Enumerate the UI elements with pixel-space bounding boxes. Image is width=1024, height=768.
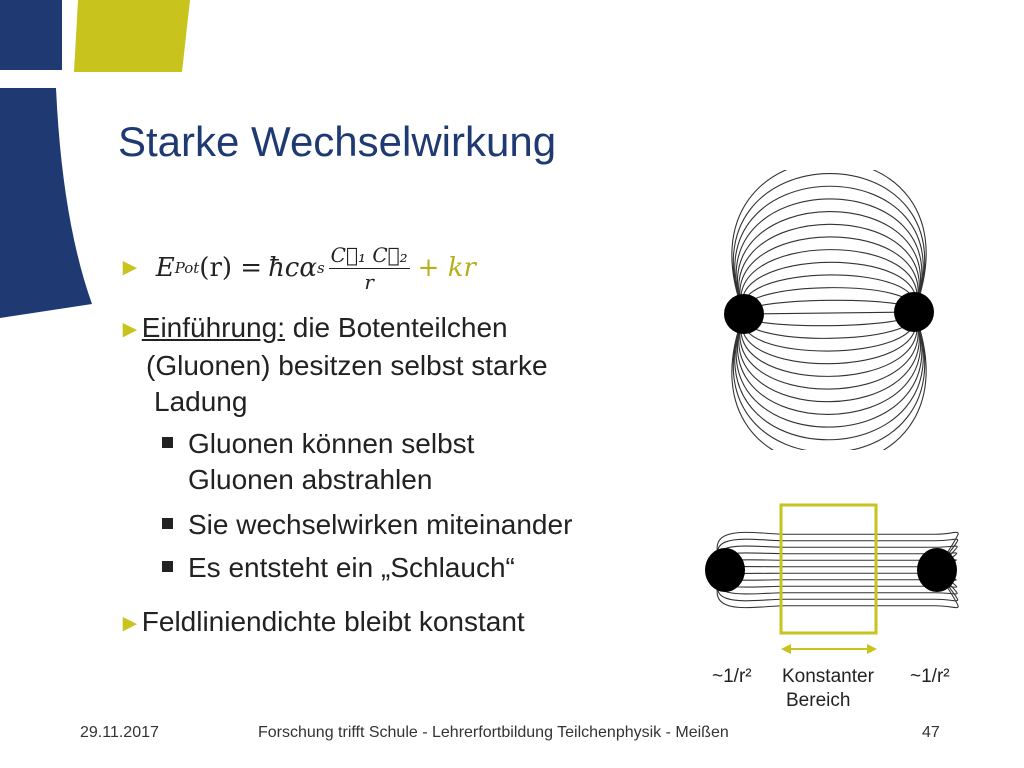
field-line <box>744 312 914 314</box>
formula-numerator: C⃗₁ C⃗₂ <box>330 242 408 267</box>
footer-date: 29.11.2017 <box>80 724 159 741</box>
field-line <box>732 170 926 314</box>
formula-fraction <box>329 243 410 294</box>
square-bullet-icon <box>162 437 173 448</box>
slide-title: Starke Wechselwirkung <box>118 118 557 165</box>
logo-olive-block <box>74 0 190 72</box>
flux-tube-diagram <box>695 495 1024 655</box>
feldliniendichte-text: Feldliniendichte bleibt konstant <box>141 606 525 637</box>
square-bullet-icon <box>162 561 173 572</box>
charge-right <box>917 548 957 592</box>
formula-lhs-sub: Pot <box>174 259 200 277</box>
footer-center: Forschung trifft Schule - Lehrerfortbildung Teilchenphysik - Meißen <box>258 724 729 741</box>
sub-bullet-schlauch: Es entsteht ein „Schlauch“ <box>188 552 515 583</box>
caption-left: ~1/r² <box>712 666 752 687</box>
arrow-head-right-icon <box>867 644 877 654</box>
field-line <box>736 199 922 314</box>
logo-navy-square <box>0 0 62 70</box>
arrow-head-left-icon <box>781 644 791 654</box>
einfuehrung-line2: (Gluonen) besitzen selbst starke <box>146 350 548 381</box>
charge-right <box>894 292 934 332</box>
charge-left <box>705 548 745 592</box>
caption-middle-line2: Bereich <box>786 690 851 711</box>
sub-bullet-wechselwirken: Sie wechselwirken miteinander <box>188 509 573 540</box>
sub-bullet-gluonen-line2: Gluonen abstrahlen <box>188 464 433 495</box>
field-line <box>733 312 924 450</box>
einfuehrung-text: die Botenteilchen <box>284 312 508 343</box>
formula-hbar-c-alpha: ħcα <box>268 253 317 283</box>
footer-page-number: 47 <box>922 724 940 741</box>
sub-bullet-gluonen <box>188 426 474 498</box>
bullet-feldliniendichte <box>118 604 525 642</box>
formula-lhs-arg: (r) = <box>199 253 263 283</box>
caption-right: ~1/r² <box>910 666 950 687</box>
sub-bullet-gluonen-line1: Gluonen können selbst <box>188 428 475 459</box>
potential-formula <box>118 228 476 308</box>
charge-left <box>724 294 764 334</box>
constant-region-box <box>781 505 876 633</box>
bullet-arrow: ► <box>118 254 142 281</box>
square-bullet-icon <box>162 518 173 529</box>
bullet-arrow: ► <box>118 316 142 343</box>
formula-plus-kr: + kr <box>417 253 476 283</box>
einfuehrung-line3: Ladung <box>154 386 248 417</box>
einfuehrung-label: Einführung: <box>141 312 285 343</box>
logo-navy-swoosh <box>0 88 92 318</box>
bullet-arrow: ► <box>118 610 142 637</box>
formula-lhs: E <box>155 253 175 283</box>
dipole-field-diagram <box>640 170 1024 450</box>
caption-middle-line1: Konstanter <box>782 666 874 687</box>
bullet-einfuehrung <box>118 310 548 420</box>
formula-denominator: r <box>364 269 374 294</box>
formula-alpha-sub: s <box>316 259 325 277</box>
field-line <box>736 312 922 427</box>
